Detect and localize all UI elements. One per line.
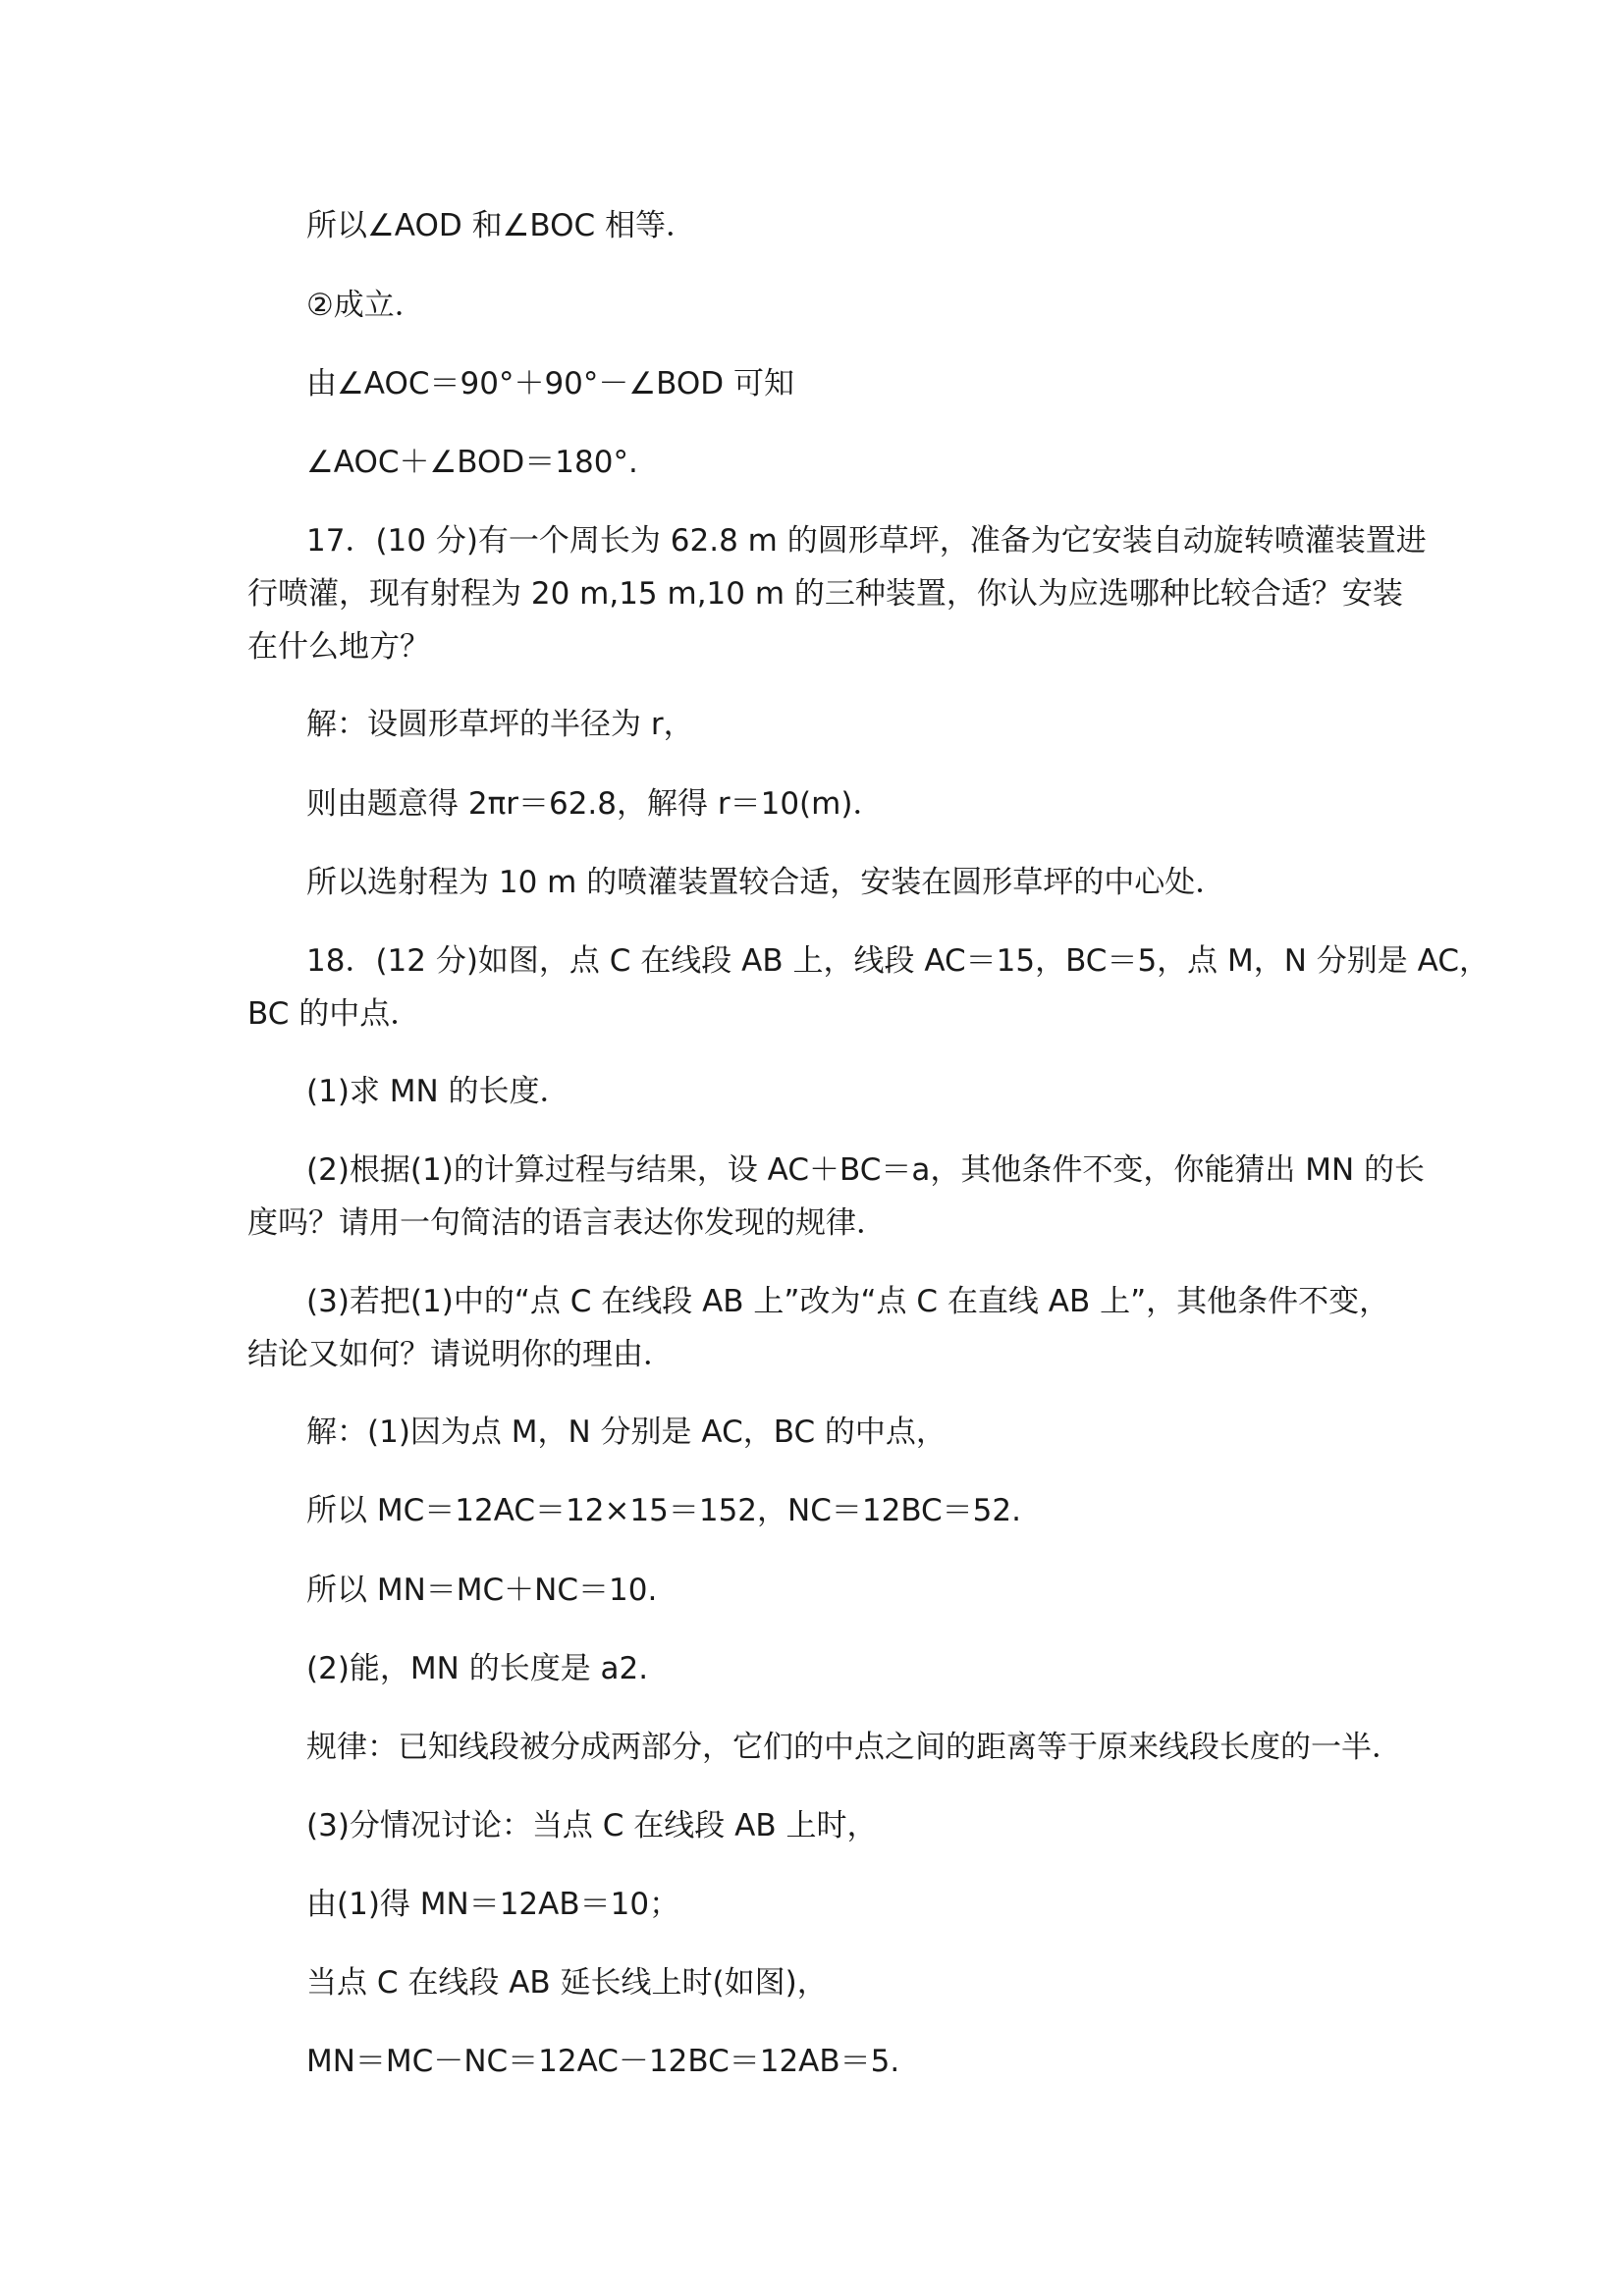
problem-18-question-2-line-1: (2)根据(1)的计算过程与结果，设 AC＋BC＝a，其他条件不变，你能猜出 MN 的长: [306, 1152, 1425, 1188]
problem-18-line-1: 18．(12 分)如图，点 C 在线段 AB 上，线段 AC＝15，BC＝5，点 M，N 分别是 AC，: [306, 943, 1489, 979]
solution-17-line-2: 则由题意得 2πr＝62.8，解得 r＝10(m)．: [306, 786, 884, 822]
solution-18-line-1: 解：(1)因为点 M，N 分别是 AC，BC 的中点，: [306, 1415, 947, 1450]
solution-18-case-intro: (3)分情况讨论：当点 C 在线段 AB 上时，: [306, 1808, 878, 1843]
problem-18-line-2: BC 的中点．: [247, 996, 421, 1032]
problem-17-line-2: 行喷灌，现有射程为 20 m,15 m,10 m 的三种装置，你认为应选哪种比较合适？安装: [247, 576, 1403, 612]
problem-18-question-1: (1)求 MN 的长度．: [306, 1074, 570, 1109]
text-line-part2-holds: ②成立．: [306, 288, 425, 323]
solution-18-rule: 规律：已知线段被分成两部分，它们的中点之间的距离等于原来线段长度的一半．: [306, 1730, 1402, 1765]
solution-18-line-4: (2)能，MN 的长度是 a2.: [306, 1651, 649, 1686]
solution-18-case-1: 由(1)得 MN＝12AB＝10；: [306, 1887, 680, 1922]
solution-17-line-1: 解：设圆形草坪的半径为 r，: [306, 707, 694, 742]
solution-17-line-3: 所以选射程为 10 m 的喷灌装置较合适，安装在圆形草坪的中心处．: [306, 865, 1226, 900]
solution-18-case-2: MN＝MC－NC＝12AC－12BC＝12AB＝5.: [306, 2044, 900, 2079]
problem-17-line-3: 在什么地方？: [247, 629, 430, 665]
solution-18-line-2: 所以 MC＝12AC＝12×15＝152，NC＝12BC＝52.: [306, 1493, 1021, 1528]
solution-18-case-2-intro: 当点 C 在线段 AB 延长线上时(如图)，: [306, 1965, 828, 2001]
problem-18-question-2-line-2: 度吗？请用一句简洁的语言表达你发现的规律．: [247, 1205, 887, 1241]
solution-18-line-3: 所以 MN＝MC＋NC＝10.: [306, 1573, 658, 1608]
text-line-aoc-formula: 由∠AOC＝90°＋90°－∠BOD 可知: [306, 366, 795, 401]
problem-17-line-1: 17．(10 分)有一个周长为 62.8 m 的圆形草坪，准备为它安装自动旋转喷灌装置进: [306, 523, 1427, 559]
text-line-conclusion-aod-boc: 所以∠AOD 和∠BOC 相等．: [306, 208, 696, 243]
problem-18-question-3-line-1: (3)若把(1)中的“点 C 在线段 AB 上”改为“点 C 在直线 AB 上”，其他条件不变，: [306, 1284, 1390, 1319]
problem-18-question-3-line-2: 结论又如何？请说明你的理由．: [247, 1337, 674, 1372]
text-line-aoc-bod-sum: ∠AOC＋∠BOD＝180°.: [306, 445, 638, 480]
